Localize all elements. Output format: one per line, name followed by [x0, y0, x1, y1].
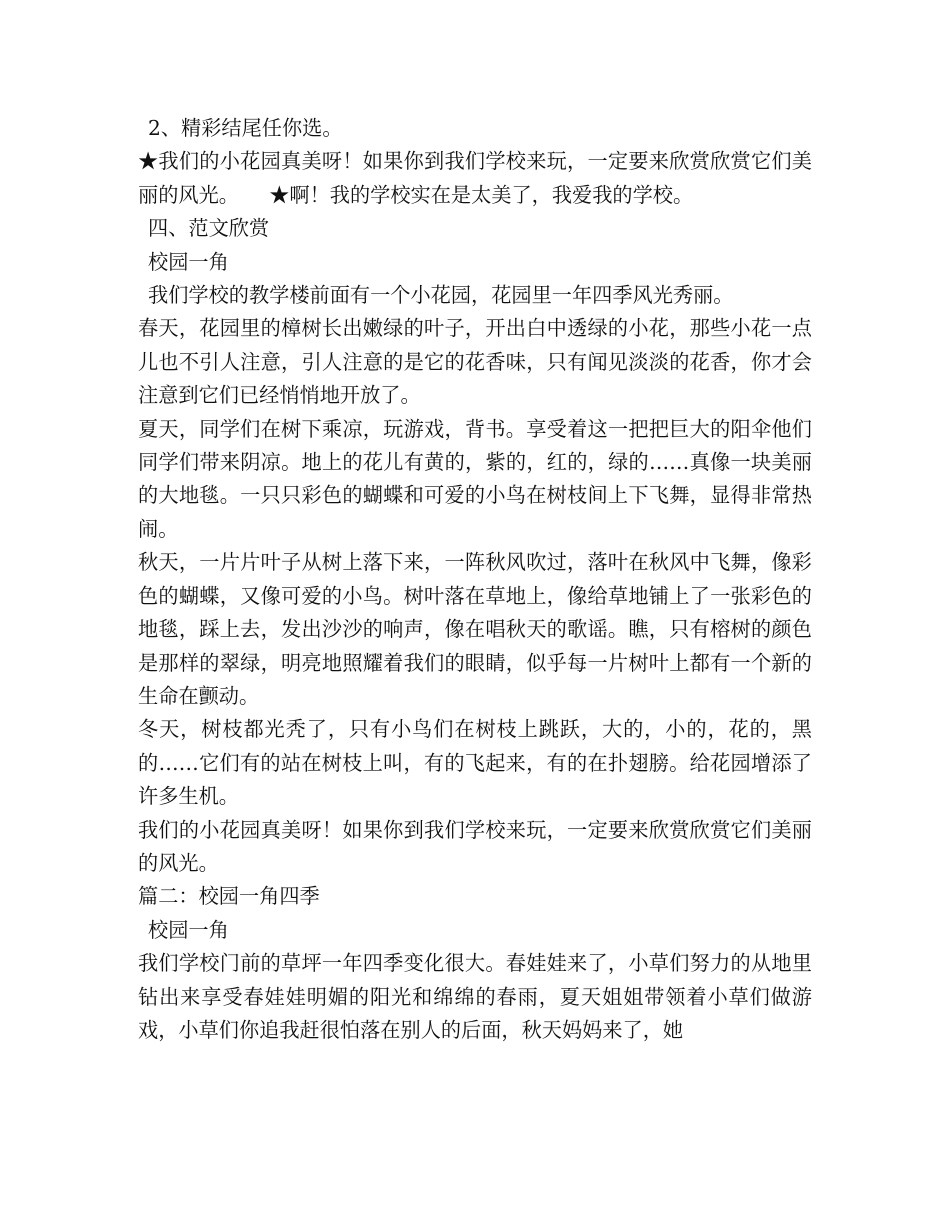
paragraph-winter: 冬天，树枝都光秃了，只有小鸟们在树枝上跳跃，大的，小的，花的，黑的……它们有的站在树枝上叫，有的飞起来，有的在扑翅膀。给花园增添了许多生机。 [138, 717, 812, 809]
paragraph-conclusion: 我们的小花园真美呀！如果你到我们学校来玩，一定要来欣赏欣赏它们美丽的风光。 [138, 817, 812, 875]
paragraph-essay-title: 校园一角 [148, 249, 229, 274]
paragraph-part-two-heading: 篇二：校园一角四季 [138, 884, 320, 909]
paragraph-spring: 春天，花园里的樟树长出嫩绿的叶子，开出白中透绿的小花，那些小花一点儿也不引人注意，引人注意的是它的花香味，只有闻见淡淡的花香，你才会注意到它们已经悄悄地开放了。 [138, 316, 812, 408]
document-page [138, 112, 812, 1047]
paragraph-essay-intro: 我们学校的教学楼前面有一个小花园，花园里一年四季风光秀丽。 [148, 283, 734, 308]
paragraph-second-essay-title: 校园一角 [148, 917, 229, 942]
paragraph-ending-examples: ★我们的小花园真美呀！如果你到我们学校来玩，一定要来欣赏欣赏它们美丽的风光。 ★啊！我的学校实在是太美了，我爱我的学校。 [138, 149, 812, 207]
paragraph-sample-essay-heading: 四、范文欣赏 [148, 216, 270, 241]
paragraph-autumn: 秋天，一片片叶子从树上落下来，一阵秋风吹过，落叶在秋风中飞舞，像彩色的蝴蝶，又像可爱的小鸟。树叶落在草地上，像给草地铺上了一张彩色的地毯，踩上去，发出沙沙的响声，像在唱秋天的歌谣。瞧，只有榕树的颜色是那样的翠绿，明亮地照耀着我们的眼睛，似乎每一片树叶上都有一个新的生命在颤动。 [138, 550, 812, 708]
paragraph-summer: 夏天，同学们在树下乘凉，玩游戏，背书。享受着这一把把巨大的阳伞他们同学们带来阴凉。地上的花儿有黄的，紫的，红的，绿的……真像一块美丽的大地毯。一只只彩色的蝴蝶和可爱的小鸟在树枝间上下飞舞，显得非常热闹。 [138, 416, 812, 541]
paragraph-second-essay-body: 我们学校门前的草坪一年四季变化很大。春娃娃来了，小草们努力的从地里钻出来享受春娃娃明媚的阳光和绵绵的春雨，夏天姐姐带领着小草们做游戏，小草们你追我赶很怕落在别人的后面，秋天妈妈来了，她 [138, 951, 812, 1042]
paragraph-ending-choice-heading: 2、精彩结尾任你选。 [148, 116, 343, 140]
